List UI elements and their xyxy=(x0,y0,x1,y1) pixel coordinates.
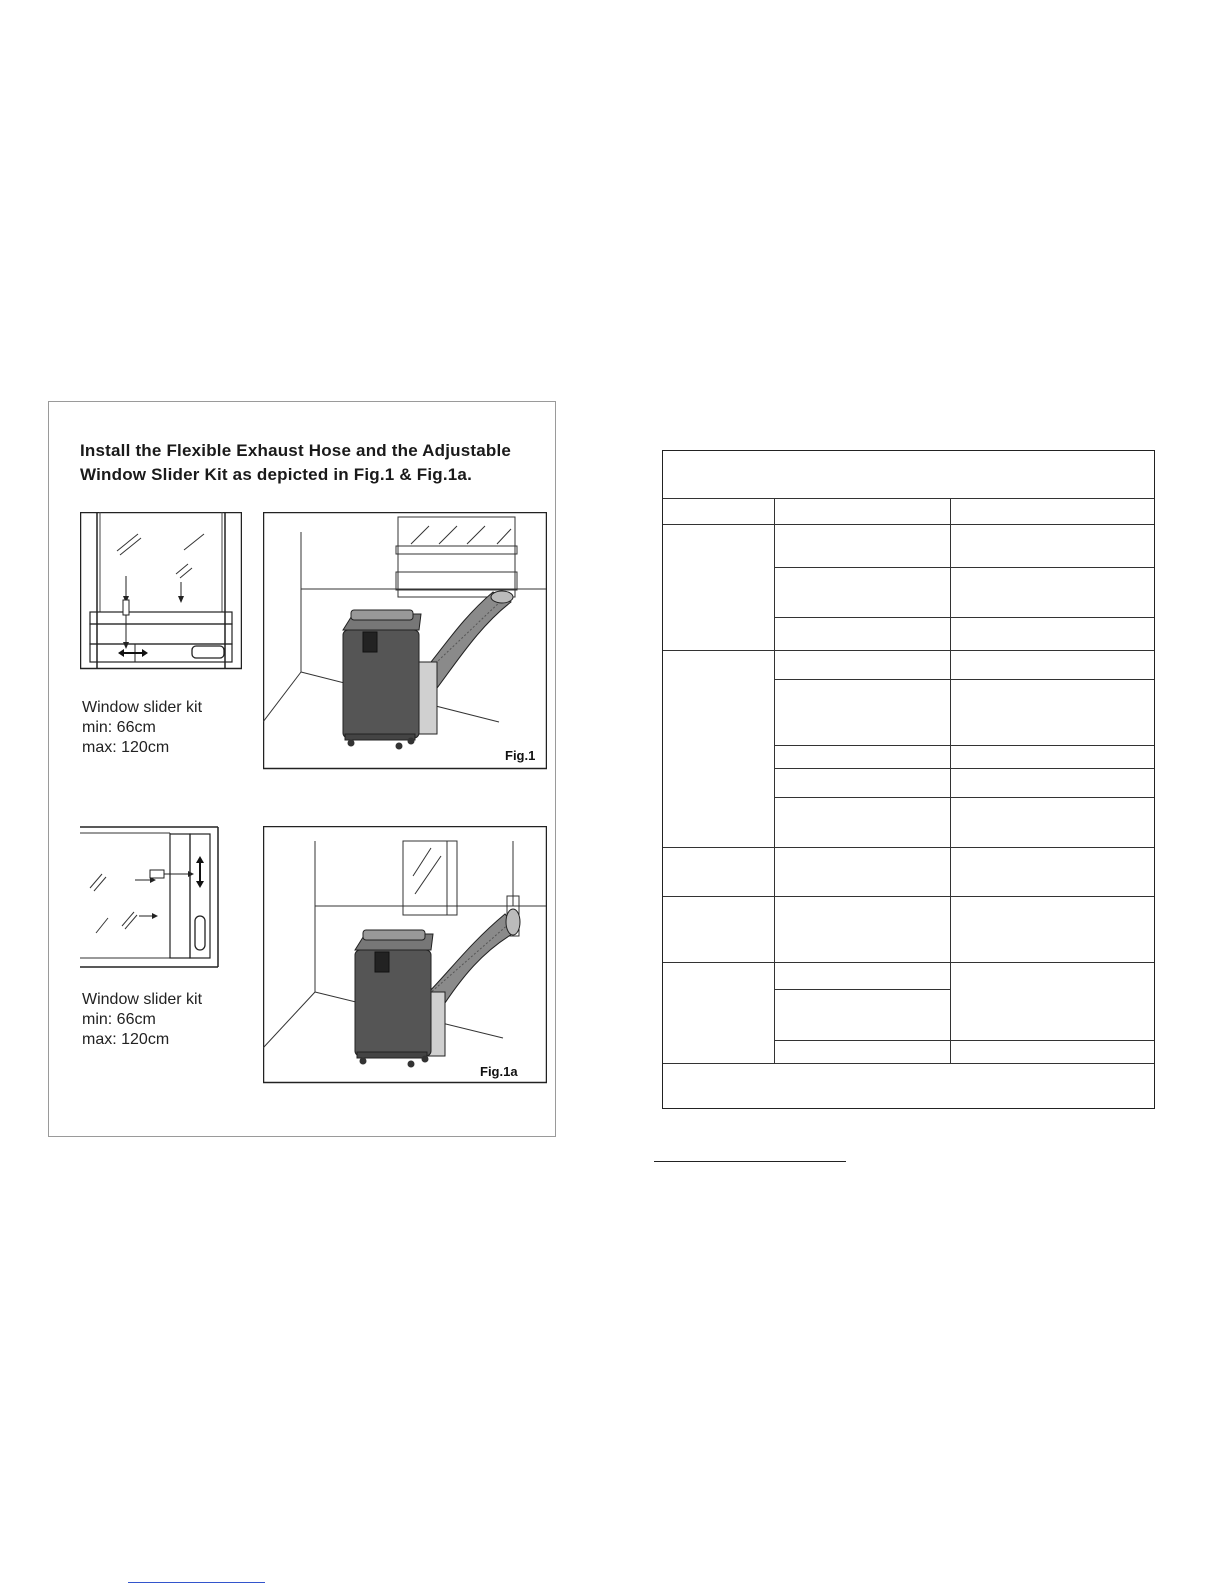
portable-ac-unit-icon xyxy=(263,512,547,770)
kit-max-1: max: 120cm xyxy=(82,739,170,756)
table-subrow-divider xyxy=(774,617,1154,618)
table-subrow-divider xyxy=(774,567,1154,568)
table-subrow-divider xyxy=(774,989,950,990)
kit-min-2: min: 66cm xyxy=(82,1011,156,1028)
heading-line-2: Window Slider Kit as depicted in Fig.1 & Fig.1a. xyxy=(80,465,472,484)
kit-min-1: min: 66cm xyxy=(82,719,156,736)
troubleshooting-table xyxy=(662,450,1155,1109)
table-subrow-divider xyxy=(774,768,1154,769)
table-column-divider xyxy=(774,498,775,1063)
table-subrow-divider xyxy=(774,745,1154,746)
window-slider-vertical-icon xyxy=(80,512,242,670)
table-subrow-divider xyxy=(774,1040,1154,1041)
installation-panel xyxy=(48,401,556,1137)
table-column-divider xyxy=(950,498,951,1063)
fig-1-label: Fig.1 xyxy=(505,748,536,763)
table-header-divider xyxy=(663,498,1154,499)
kit-title-2: Window slider kit xyxy=(82,991,203,1008)
table-row-divider xyxy=(663,962,1154,963)
table-subrow-divider xyxy=(774,797,1154,798)
table-column-header-divider xyxy=(663,524,1154,525)
installation-heading xyxy=(80,439,550,487)
portable-ac-unit-icon xyxy=(263,826,547,1084)
kit-caption-1 xyxy=(82,698,202,758)
kit-caption-2 xyxy=(82,990,202,1050)
kit-title-1: Window slider kit xyxy=(82,699,203,716)
window-slider-horizontal-icon xyxy=(80,826,220,970)
table-row-divider xyxy=(663,847,1154,848)
table-row-divider xyxy=(663,650,1154,651)
kit-max-2: max: 120cm xyxy=(82,1031,170,1048)
table-row-divider xyxy=(663,896,1154,897)
link-underline xyxy=(128,1582,265,1583)
table-subrow-divider xyxy=(774,679,1154,680)
section-underline xyxy=(654,1161,846,1162)
table-footer-divider xyxy=(663,1063,1154,1064)
fig-1a-label: Fig.1a xyxy=(480,1064,518,1079)
heading-line-1: Install the Flexible Exhaust Hose and the Adjustable xyxy=(80,441,512,460)
